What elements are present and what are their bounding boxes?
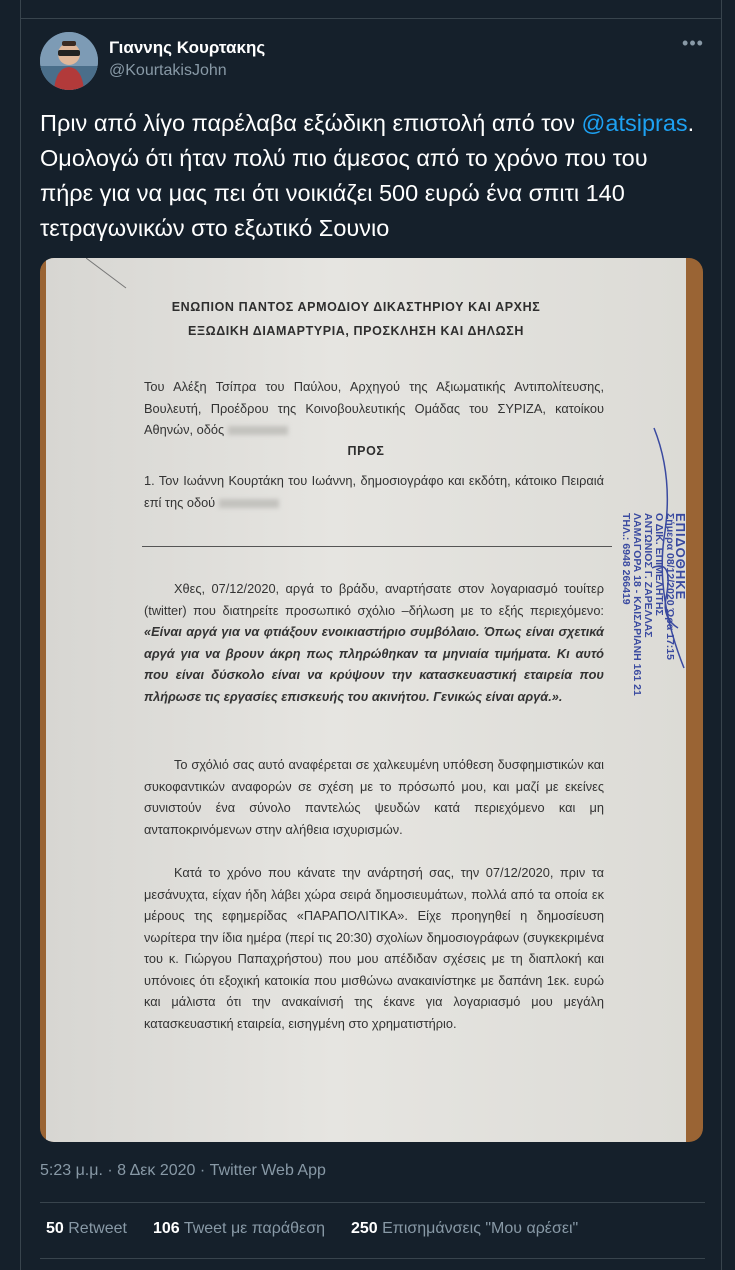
like-stat[interactable] <box>351 1220 578 1238</box>
stamp-title: ΕΠΙΔΟΘΗΚΕ <box>673 513 688 601</box>
redacted-address <box>228 426 288 435</box>
more-options-button[interactable]: ••• <box>682 33 704 53</box>
stamp-line-4: ΛΑΜΑΓΟΡΑ 18 - ΚΑΙΣΑΡΙΑΝΗ 161 21 <box>631 513 643 696</box>
retweet-count: 50 <box>46 1220 64 1237</box>
mention-link[interactable]: @atsipras <box>581 110 688 136</box>
avatar[interactable] <box>40 32 98 90</box>
stamp-line-3: ΑΝΤΩΝΙΟΣ Γ. ΖΑΡΕΛΛΑΣ <box>642 513 654 638</box>
quote-label: Tweet με παράθεση <box>183 1220 325 1237</box>
quote-tweet-stat[interactable] <box>153 1220 325 1238</box>
document-pros: ΠΡΟΣ <box>347 444 385 458</box>
document-from-text: Του Αλέξη Τσίπρα του Παύλου, Αρχηγού της Αξιωματικής Αντιπολίτευσης, Βουλευτή, Προέδρου της Κοινοβουλευτικής Ομάδας του ΣΥΡΙΖΑ, κατοίκου Αθηνών, οδός <box>144 379 604 437</box>
stats-divider-top <box>40 1202 705 1203</box>
retweet-label: Retweet <box>68 1220 127 1237</box>
author-handle[interactable]: @KourtakisJohn <box>109 62 227 79</box>
tweet-image[interactable] <box>40 258 703 1142</box>
document-paragraph-1-text: Χθες, 07/12/2020, αργά το βράδυ, αναρτήσατε στον λογαριασμό τουίτερ (twitter) που διατηρείτε προσωπικό σχόλιο –δήλωση με το εξής περιεχόμενο: <box>144 581 604 618</box>
document-quote: «Είναι αργά για να φτιάξουν ενοικιαστήριο συμβόλαιο. Όπως είναι σχετικά αργά για να βρουν άκρη πως πληρώθηκαν τα μηνιαία τιμήματα. Κι αυτό που είναι δύσκολο είναι να κρύψουν την κατασκευαστική εταιρεία που πλήρωσε τις εργασίες επισκευής του ακινήτου. Γενικώς είναι αργά.». <box>144 624 604 704</box>
document-paragraph-3: Κατά το χρόνο που κάνατε την ανάρτησή σας, την 07/12/2020, πριν τα μεσάνυχτα, είχαν ήδη λάβει χώρα σειρά δημοσιευμάτων, πολλά από τα οποία εκ μέρους της εφημερίδας «ΠΑΡΑΠΟΛΙΤΙΚΑ». Είχε προηγηθεί η δημοσίευση νωρίτερα την ίδια ημέρα (περί τις 20:30) σχολίων δημοσιογράφων (συγκεκριμένα του κ. Γιώργου Παπαχρήστου) που μου απέδιδαν σχέσεις με τη διαπλοκή και υπόνοιες ότι εξοχική κατοικία που μισθώνω ανακαινίστηκε με δαπάνη 1εκ. ευρώ και μάλιστα ότι την ανακαίνισή της έκανε για λογαριασμό μου μεγάλη κατασκευαστική εταιρεία, εισηγμένη στο χρηματιστήριο. <box>144 865 604 1031</box>
author-name[interactable]: Γιαννης Κουρτακης <box>109 38 266 57</box>
document-to-text: 1. Τον Ιωάννη Κουρτάκη του Ιωάννη, δημοσιογράφο και εκδότη, κάτοικο Πειραιά επί της οδού <box>144 473 604 510</box>
tweet-text-before: Πριν από λίγο παρέλαβα εξώδικη επιστολή από τον <box>40 110 582 136</box>
document-photo <box>46 258 686 1142</box>
tweet-text <box>40 106 705 246</box>
frame-border-left <box>20 0 21 1270</box>
avatar-image <box>40 32 98 90</box>
document-paragraph-1 <box>144 578 604 707</box>
stamp-line-2: Ο ΔΙΚ. ΕΠΙΜΕΛΗΤΗΣ <box>653 513 665 616</box>
document-paragraph-2: Το σχόλιό σας αυτό αναφέρεται σε χαλκευμένη υπόθεση δυσφημιστικών και συκοφαντικών αναφορών σε σχέση με το πρόσωπό μου, και μαζί με εκείνες συνιστούν ένα σύνολο παντελώς ψευδών κατά περιεχόμενο και μη ανταποκρινόμενων στην αλήθεια ισχυρισμών. <box>144 757 604 837</box>
tweet-header <box>40 32 705 92</box>
stamp-line-5: ΤΗΛ.: 6948 266419 <box>620 513 632 605</box>
frame-border-right <box>721 0 722 1270</box>
quote-count: 106 <box>152 1220 180 1237</box>
redacted-street <box>219 499 279 508</box>
document-heading-1: ΕΝΩΠΙΟΝ ΠΑΝΤΟΣ ΑΡΜΟΔΙΟΥ ΔΙΚΑΣΤΗΡΙΟΥ ΚΑΙ ΑΡΧΗΣ <box>171 300 541 314</box>
tweet-timestamp[interactable]: 5:23 μ.μ. · 8 Δεκ 2020 · Twitter Web App <box>40 1162 326 1179</box>
paper-crease <box>86 258 146 298</box>
retweet-stat[interactable] <box>46 1220 127 1238</box>
tweet-stats <box>46 1220 578 1238</box>
stamp-line-1: Σήμερα 08/12/2020 Ώρα 17:15 <box>664 513 676 660</box>
document-to <box>144 470 604 513</box>
tweet-text-after: . Ομολογώ ότι ήταν πολύ πιο άμεσος από το χρόνο που του πήρε για να μας πει ότι νοικιάζει 500 ευρώ ένα σπιτι 140 τετραγωνικών στο εξωτικό Σουνιο <box>40 110 695 241</box>
document-rule <box>142 546 612 547</box>
stats-divider-bottom <box>40 1258 705 1259</box>
signature-mark <box>644 418 703 678</box>
like-count: 250 <box>350 1220 378 1237</box>
document-heading-2: ΕΞΩΔΙΚΗ ΔΙΑΜΑΡΤΥΡΙΑ, ΠΡΟΣΚΛΗΣΗ ΚΑΙ ΔΗΛΩΣΗ <box>188 324 524 338</box>
top-divider <box>21 18 721 19</box>
document-from <box>144 376 604 441</box>
like-label: Επισημάνσεις "Μου αρέσει" <box>382 1220 579 1237</box>
